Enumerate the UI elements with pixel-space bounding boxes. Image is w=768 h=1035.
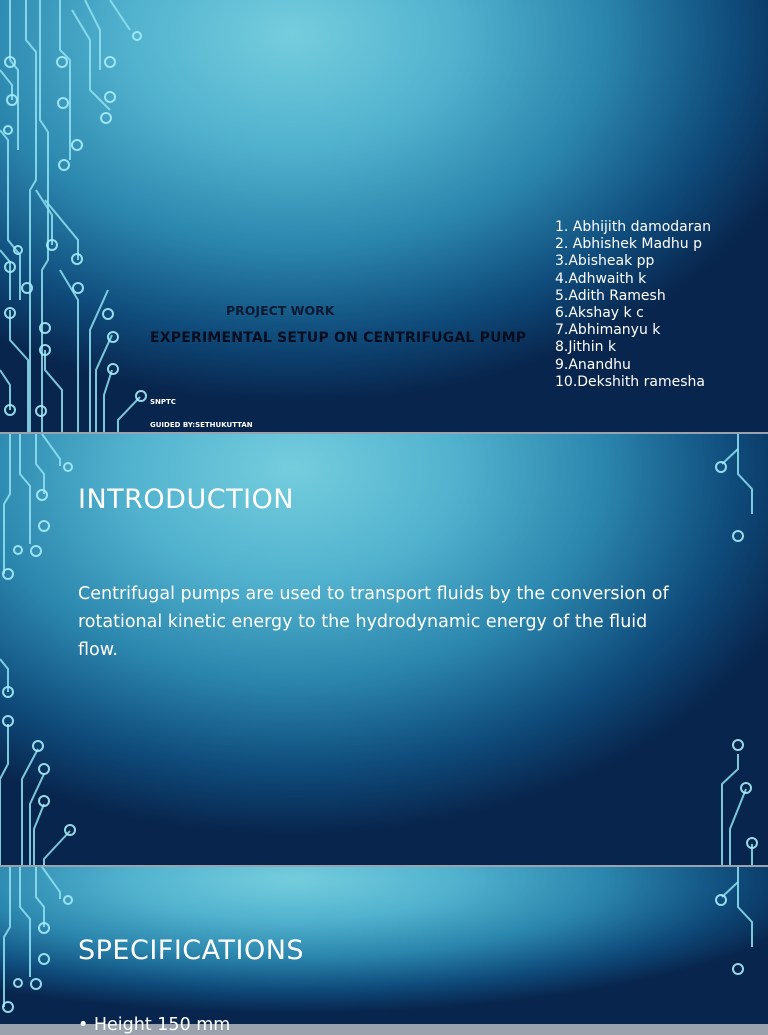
team-members-list [555,219,711,391]
slide-heading: SPECIFICATIONS [78,935,305,966]
member-item: 10.Dekshith ramesha [555,373,705,390]
specifications-slide [0,867,768,1035]
introduction-text: Centrifugal pumps are used to transport fluids by the conversion of rotational kinetic energy to the hydrodynamic energy of the fluid flow. [78,584,669,660]
slide-heading: INTRODUCTION [78,484,294,515]
member-item: 2. Abhishek Madhu p [555,236,702,253]
member-item: 6.Akshay k c [555,305,644,322]
circuit-decoration [0,0,160,432]
member-item: 3.Abisheak pp [555,253,655,270]
member-item: 8.Jithin k [555,339,617,356]
member-item: 5.Adith Ramesh [555,287,666,304]
member-item: 1. Abhijith damodaran [555,219,711,235]
member-item: 4.Adhwaith k [555,270,647,287]
spec-bullet: • Height 150 mm [78,1015,231,1035]
project-work-label: PROJECT WORK [226,303,335,318]
guide-label: GUIDED BY:SETHUKUTTAN [150,421,253,429]
institution-label: SNPTC [150,398,176,406]
member-item: 9.Anandhu [555,356,631,373]
slide-title: EXPERIMENTAL SETUP ON CENTRIFUGAL PUMP [150,330,527,346]
member-item: 7.Abhimanyu k [555,322,661,339]
introduction-slide [0,434,768,865]
title-slide [0,0,768,432]
